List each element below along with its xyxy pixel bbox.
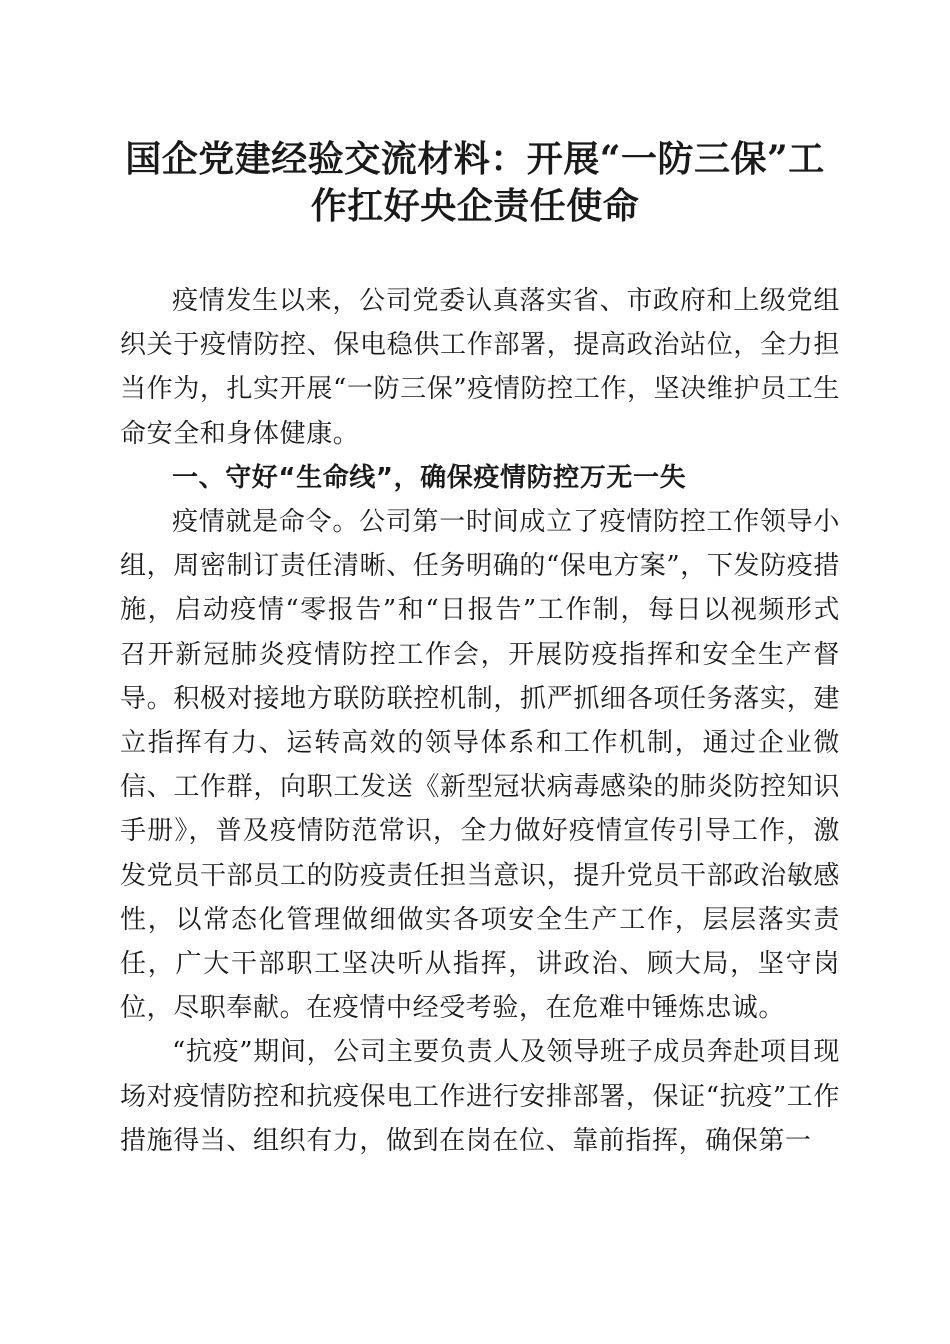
section-1-paragraph-2: “抗疫”期间，公司主要负责人及领导班子成员奔赴项目现场对疫情防控和抗疫保电工作进行安排部署，保证“抗疫”工作措施得当、组织有力，做到在岗在位、靠前指挥，确保第一	[120, 1037, 840, 1156]
document-title	[100, 136, 850, 230]
section-1-paragraph-1: 疫情就是命令。公司第一时间成立了疫情防控工作领导小组，周密制订责任清晰、任务明确的“保电方案”，下发防疫措施，启动疫情“零报告”和“日报告”工作制，每日以视频形式召开新冠肺炎疫情防控工作会，开展防疫指挥和安全生产督导。积极对接地方联防联控机制，抓严抓细各项任务落实，建立指挥有力、运转高效的领导体系和工作机制，通过企业微信、工作群，向职工发送《新型冠状病毒感染的肺炎防控知识手册》，普及疫情防范常识，全力做好疫情宣传引导工作，激发党员干部员工的防疫责任担当意识，提升党员干部政治敏感性，以常态化管理做细做实各项安全生产工作，层层落实责任，广大干部职工坚决听从指挥，讲政治、顾大局，坚守岗位，尽职奉献。在疫情中经受考验，在危难中锤炼忠诚。	[120, 507, 840, 1024]
intro-paragraph: 疫情发生以来，公司党委认真落实省、市政府和上级党组织关于疫情防控、保电稳供工作部署，提高政治站位，全力担当作为，扎实开展“一防三保”疫情防控工作，坚决维护员工生命安全和身体健康。	[120, 286, 840, 449]
title-line-1: 国企党建经验交流材料：开展“一防三保”工	[125, 138, 825, 180]
title-line-2: 作扛好央企责任使命	[310, 185, 640, 227]
section-heading-1: 一、守好“生命线”，确保疫情防控万无一失	[172, 462, 687, 493]
document-body	[120, 279, 840, 1163]
